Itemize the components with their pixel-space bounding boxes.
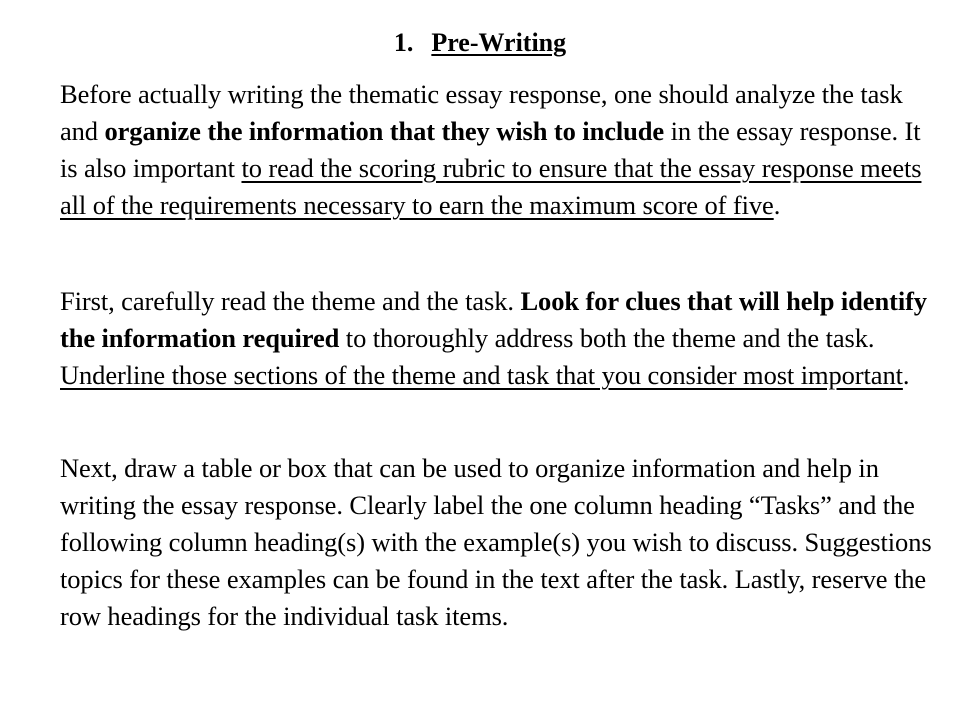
section-title: Pre-Writing xyxy=(431,28,567,57)
paragraph-draw-table: Next, draw a table or box that can be used to organize information and help in writing the essay response. Clearly label the one column heading “Tasks” and the following column heading(s) with the example(s) you wish to discuss. Suggestions topics for these examples can be found in the text after the task. Lastly, reserve the row headings for the individual task items. xyxy=(60,453,932,631)
paragraph-text: to thoroughly address both the theme and the task. xyxy=(339,323,875,353)
paragraph-text: . xyxy=(773,190,781,220)
underlined-phrase: Underline those sections of the theme and task that you consider most important xyxy=(60,360,903,390)
paragraph-prewriting-intro xyxy=(60,76,940,224)
paragraph-read-theme xyxy=(60,283,940,394)
paragraph-text: First, carefully read the theme and the task. xyxy=(60,286,521,316)
section-heading xyxy=(0,28,960,58)
bold-phrase: Look for clues that will help identify the information required xyxy=(60,286,927,353)
paragraph-text: . xyxy=(902,360,910,390)
section-number: 1. xyxy=(393,28,414,57)
underlined-phrase: to read the scoring rubric to ensure that the essay response meets all of the requirements necessary to earn the maximum score of five xyxy=(60,153,922,220)
paragraph-text: Before actually writing the thematic essay response, one should analyze the task and xyxy=(60,79,903,146)
bold-phrase: organize the information that they wish to include xyxy=(104,116,665,146)
paragraph-text: in the essay response. It is also important xyxy=(60,116,921,183)
